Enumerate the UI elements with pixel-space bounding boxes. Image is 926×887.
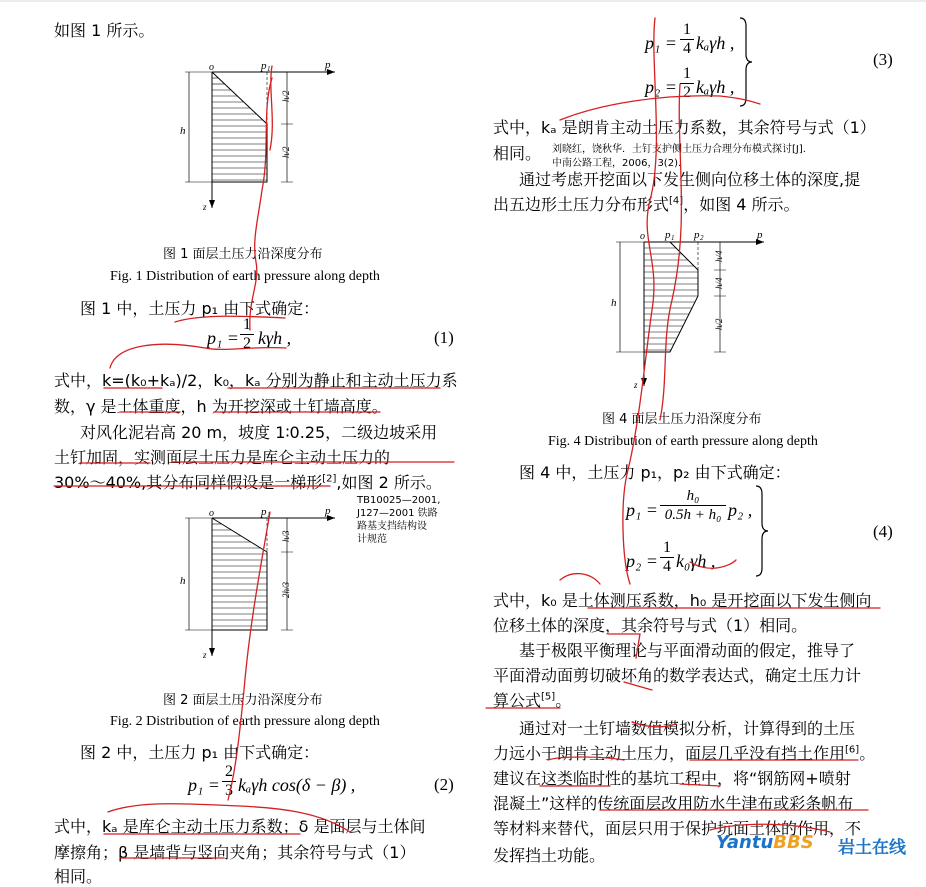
svg-text:1: 1 [267,65,271,73]
svg-text:h: h [611,297,617,309]
fig1-p-label: p [325,59,331,71]
handwritten-note-reference: 刘晓红，饶秋华．土钉支护侧土压力合理分布模式探讨[J]. [552,144,806,155]
fig1-p1-label: p [261,60,267,72]
svg-text:h/4: h/4 [714,277,724,289]
para2-line3: 30%～40%,其分布同样假设是一梯形[2],如图 2 所示。 [54,473,442,492]
svg-text:2: 2 [700,234,704,242]
fig2-caption-en: Fig. 2 Distribution of earth pressure along depth [110,714,380,729]
para6-line6: 发挥挡土功能。 [493,846,606,865]
para6-line5: 等材料来替代，面层只用于保护坑面土体的作用，不 [493,819,862,838]
equation-2-number: (2) [434,775,454,794]
equation-4-line2: p₂ = [626,551,658,571]
para2-line1: 对风化泥岩高 20 m，坡度 1∶0.25，二级边坡采用 [80,423,438,442]
svg-text:p: p [757,229,763,241]
equation-1: p₁ = [207,328,239,348]
para5-line2: 平面滑动面剪切破坏角的数学表达式，确定土压力计 [493,666,862,685]
svg-text:1: 1 [671,234,675,242]
handwritten-note-standard: TB10025—2001, J127—2001 铁路 路基支挡结构设 计规范 [357,495,441,545]
svg-text:h/4: h/4 [714,250,724,262]
eq2-explain-line3: 相同。 [54,867,103,886]
figure-1-diagram [175,58,355,218]
fig1-h2-bottom: h/2 [281,146,291,158]
eq4-explain-line1: 式中，k₀ 是土体测压系数，h₀ 是开挖面以下发生侧向 [493,591,872,610]
equation-3-brace [738,16,754,108]
svg-text:p: p [665,229,671,241]
equation-4-line1: p₁ = [626,500,658,520]
svg-text:h: h [180,575,186,587]
equation-3-number: (3) [873,50,893,69]
fig1-origin-label: o [209,62,214,73]
figure-4-diagram [602,226,777,394]
svg-text:p: p [325,505,331,517]
eq3-explain-line1: 式中，kₐ 是朗肯主动土压力系数，其余符号与式（1） [493,118,876,137]
equation-3-line2: p₂ = [645,77,677,97]
eq2-explain-line2: 摩擦角；β 是墙背与竖向夹角；其余符号与式（1） [54,843,416,862]
fig4-caption-cn: 图 4 面层土压力沿深度分布 [602,412,762,427]
para6-line2: 力远小于朗肯主动土压力，面层几乎没有挡土作用[6]。 [493,744,876,763]
svg-text:h/2: h/2 [714,318,724,330]
svg-text:2h/3: 2h/3 [281,581,291,598]
fig4-caption-en: Fig. 4 Distribution of earth pressure along depth [548,434,818,449]
intro-line: 如图 1 所示。 [54,21,155,40]
fig1-caption-cn: 图 1 面层土压力沿深度分布 [163,247,323,262]
fig2-desc-line: 图 2 中，土压力 p₁ 由下式确定： [80,743,320,762]
svg-text:z: z [203,650,207,660]
para4-line1: 通过考虑开挖面以下发生侧向位移土体的深度,提 [519,170,861,189]
eq3-explain-line2: 相同。 [493,144,542,163]
eq2-explain-line1: 式中，kₐ 是库仑主动土压力系数；δ 是面层与土体间 [54,817,426,836]
fig1-z-label: z [203,202,207,212]
figure-2-diagram [175,504,355,666]
equation-2: p₁ = [188,775,220,795]
eq1-explain-line1: 式中，k=(k₀+kₐ)/2，k₀，kₐ 分别为静止和主动土压力系 [54,371,458,390]
svg-text:p: p [261,506,267,518]
fig1-h-label: h [180,125,186,137]
para2-line2: 土钉加固，实测面层土压力是库仑主动土压力的 [54,448,391,467]
para6-line4: 混凝土”这样的传统面层改用防水牛津布或彩条帆布 [493,794,854,813]
equation-4-brace [754,484,770,578]
eq4-explain-line2: 位移土体的深度，其余符号与式（1）相同。 [493,616,808,635]
svg-text:o: o [640,231,645,242]
page-top-edge [0,0,926,2]
handwritten-note-reference-2: 中南公路工程，2006，3(2). [552,158,682,169]
fig4-desc-line: 图 4 中，土压力 p₁，p₂ 由下式确定： [519,463,791,482]
equation-4-number: (4) [873,522,893,541]
fig1-pressure-outline [212,72,267,182]
fig2-caption-cn: 图 2 面层土压力沿深度分布 [163,693,323,708]
svg-text:z: z [634,380,638,390]
para5-line3: 算公式[5]。 [493,691,572,710]
eq1-explain-line2: 数，γ 是土体重度，h 为开挖深或土钉墙高度。 [54,397,388,416]
para5-line1: 基于极限平衡理论与平面滑动面的假定，推导了 [519,641,856,660]
svg-text:1: 1 [267,511,271,519]
para4-line2: 出五边形土压力分布形式[4]，如图 4 所示。 [493,195,800,214]
equation-3-line1: p₁ = [645,33,677,53]
para6-line1: 通过对一土钉墙数值模拟分析，计算得到的土压 [519,719,856,738]
equation-1-number: (1) [434,328,454,347]
watermark-logo: YantuBBS [716,832,814,853]
svg-text:o: o [209,508,214,519]
watermark-text: 岩土在线 [838,838,906,858]
fig1-caption-en: Fig. 1 Distribution of earth pressure along depth [110,269,380,284]
para6-line3: 建议在这类临时性的基坑工程中，将“钢筋网+喷射 [493,769,851,788]
svg-text:p: p [694,229,700,241]
svg-text:h/3: h/3 [281,530,291,542]
fig1-desc-line: 图 1 中，土压力 p₁ 由下式确定： [80,299,320,318]
fig1-h2-top: h/2 [281,90,291,102]
fig1-hatching [212,78,267,180]
